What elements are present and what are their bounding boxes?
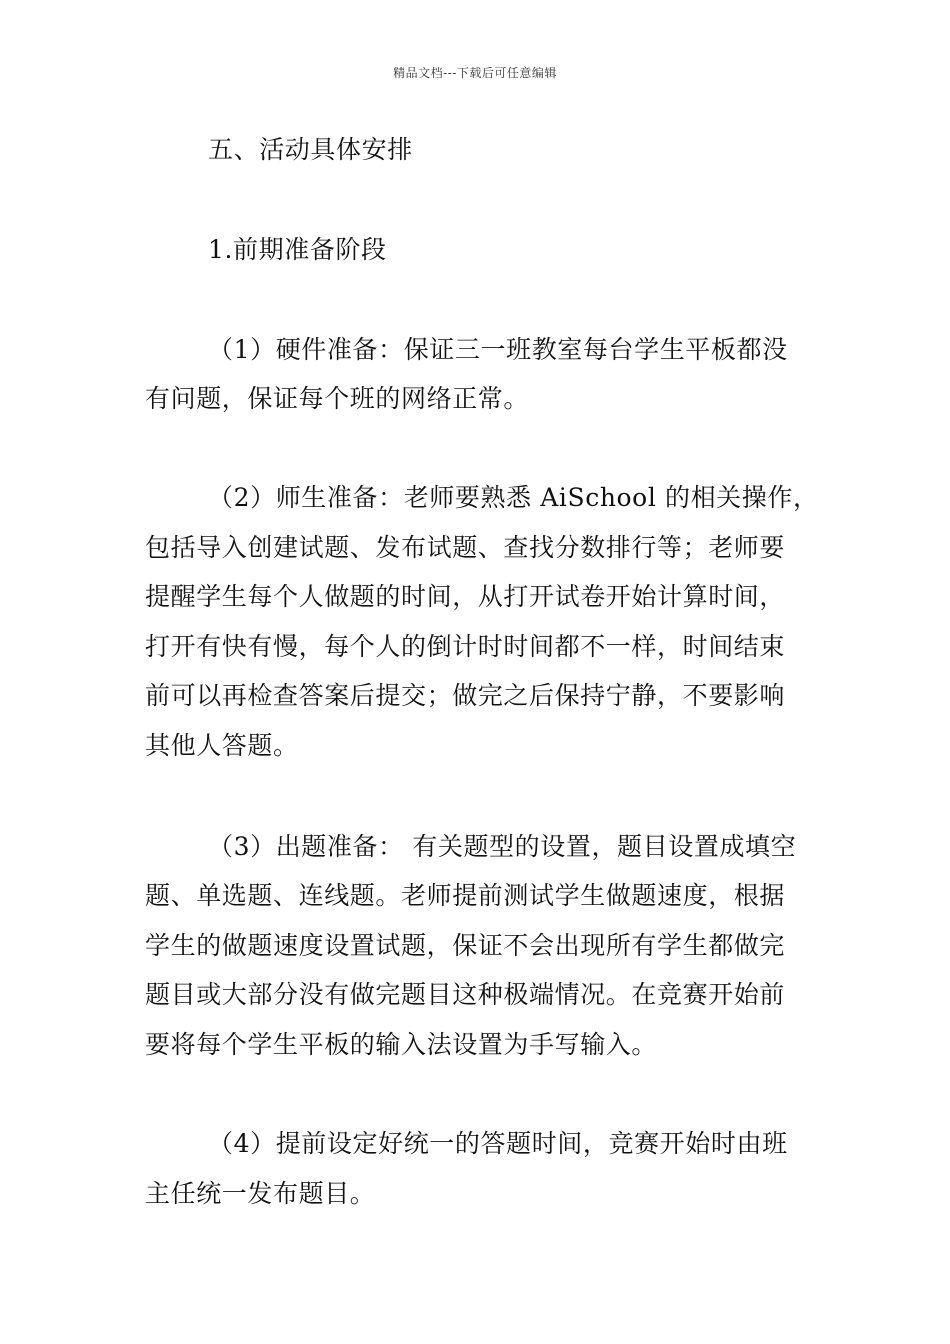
- paragraph-line: （1）硬件准备：保证三一班教室每台学生平板都没: [208, 335, 788, 364]
- paragraph-line: （4）提前设定好统一的答题时间，竞赛开始时由班: [208, 1129, 788, 1158]
- paragraph-line: 题目或大部分没有做完题目这种极端情况。在竞赛开始前: [145, 980, 786, 1009]
- paragraph-line: 包括导入创建试题、发布试题、查找分数排行等；老师要: [145, 533, 786, 562]
- page-header: 精品文档---下载后可任意编辑: [393, 66, 557, 80]
- paragraph-line: 提醒学生每个人做题的时间，从打开试卷开始计算时间，: [145, 582, 786, 611]
- paragraph-line: 题、单选题、连线题。老师提前测试学生做题速度，根据: [145, 881, 786, 910]
- paragraph-line: （3）出题准备： 有关题型的设置，题目设置成填空: [208, 832, 797, 861]
- paragraph-line: （2）师生准备：老师要熟悉 AiSchool 的相关操作，: [208, 483, 819, 512]
- paragraph-line: 学生的做题速度设置试题，保证不会出现所有学生都做完: [145, 931, 786, 960]
- paragraph-line: 有问题，保证每个班的网络正常。: [145, 384, 530, 413]
- paragraph-line: 要将每个学生平板的输入法设置为手写输入。: [145, 1030, 658, 1059]
- subsection-title: 1.前期准备阶段: [208, 235, 387, 264]
- paragraph-line: 其他人答题。: [145, 731, 299, 760]
- paragraph-line: 打开有快有慢，每个人的倒计时时间都不一样，时间结束: [145, 632, 786, 661]
- paragraph-line: 前可以再检查答案后提交；做完之后保持宁静，不要影响: [145, 681, 786, 710]
- paragraph-line: 主任统一发布题目。: [145, 1179, 376, 1208]
- section-title: 五、活动具体安排: [208, 135, 413, 164]
